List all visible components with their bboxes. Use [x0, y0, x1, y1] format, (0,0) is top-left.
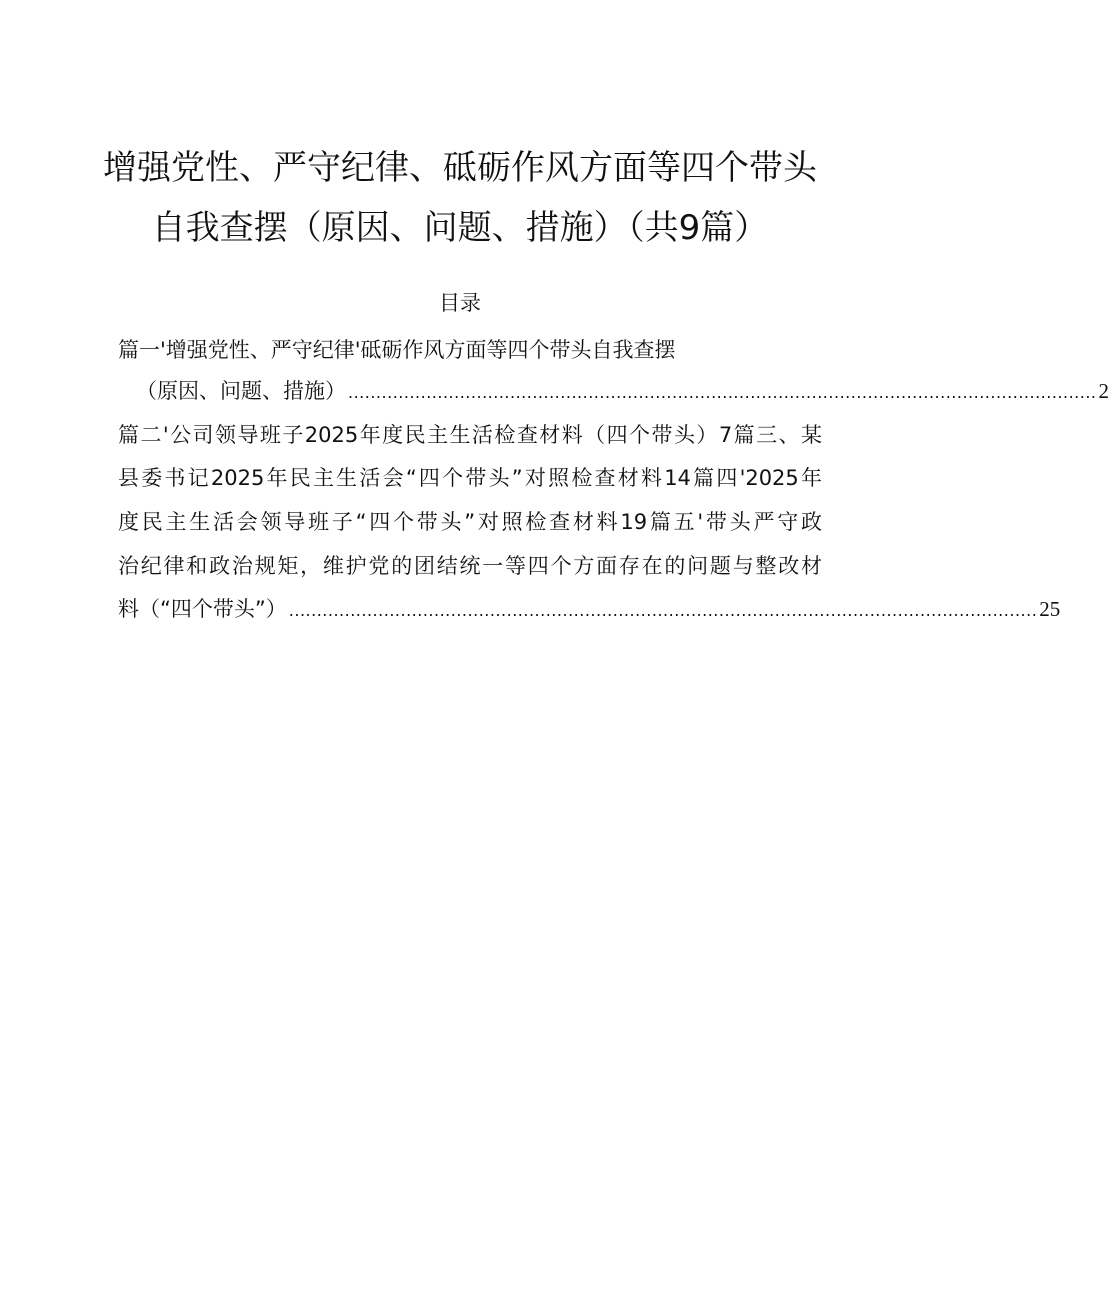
- toc-entry-5-line-2[interactable]: [118, 594, 1061, 624]
- toc-entry-1-line-1[interactable]: 篇一'增强党性、严守纪律'砥砺作风方面等四个带头自我查摆: [118, 338, 676, 362]
- document-title-line-2: 自我查摆（原因、问题、措施）（共9篇）: [151, 208, 769, 248]
- document-title-line-1: 增强党性、严守纪律、砥砺作风方面等四个带头: [103, 148, 817, 188]
- toc-entry-1-line-2[interactable]: [136, 376, 1109, 406]
- toc-entry-1-text: （原因、问题、措施）: [136, 379, 346, 403]
- toc-leader-dots: ......................................................................................................................................: [288, 601, 1038, 620]
- toc-entry-1-page-number: 2: [1098, 379, 1109, 403]
- toc-entry-2-line[interactable]: 篇二'公司领导班子2025年度民主生活检查材料（四个带头）7篇三、某: [118, 423, 822, 447]
- toc-entry-5-page-number: 25: [1039, 597, 1061, 621]
- toc-entry-4-line[interactable]: 度民主生活会领导班子“四个带头”对照检查材料19篇五'带头严守政: [118, 510, 822, 534]
- toc-entry-5-line-1[interactable]: 治纪律和政治规矩，维护党的团结统一等四个方面存在的问题与整改材: [118, 554, 822, 578]
- toc-heading: 目录: [439, 291, 481, 315]
- toc-leader-dots: ......................................................................................................................................: [348, 383, 1097, 402]
- toc-entry-5-text: 料（“四个带头”）: [118, 597, 287, 621]
- toc-entry-3-line[interactable]: 县委书记2025年民主生活会“四个带头”对照检查材料14篇四'2025年: [118, 466, 822, 490]
